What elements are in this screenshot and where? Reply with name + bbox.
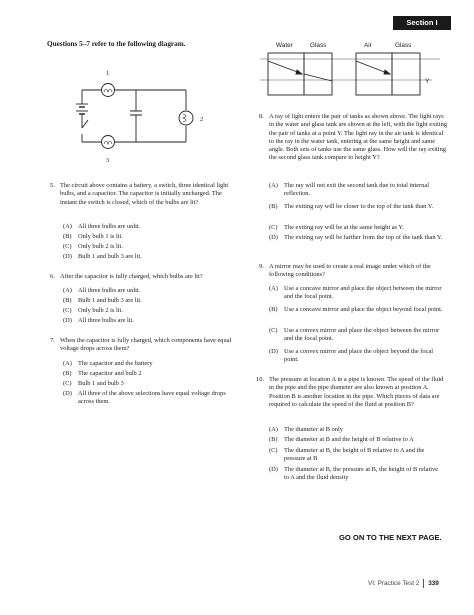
questions-intro: Questions 5–7 refer to the following diagram. bbox=[47, 40, 186, 48]
bulb-2-label: 2 bbox=[200, 116, 204, 123]
question-7-number: 7. bbox=[50, 337, 55, 344]
footer-title: VI: Practice Test 2 bbox=[368, 580, 420, 588]
bulb-2 bbox=[179, 111, 193, 125]
bulb-1-label: 1 bbox=[106, 70, 110, 77]
go-on-notice: GO ON TO THE NEXT PAGE. bbox=[339, 533, 442, 542]
bulb-1 bbox=[102, 84, 115, 97]
question-10 bbox=[256, 376, 449, 420]
glass-label-2: Glass bbox=[395, 42, 412, 49]
question-8 bbox=[259, 113, 449, 175]
question-9 bbox=[259, 263, 449, 281]
q10-option-d[interactable]: (D) The diameter at B, the pressure at B, the height of B relative to A and the fluid density bbox=[269, 466, 439, 482]
question-5-number: 5. bbox=[50, 182, 55, 189]
q10-option-c[interactable]: (C) The diameter at B, the height of B relative to A and the pressure at B bbox=[269, 447, 425, 463]
question-6-number: 6. bbox=[50, 273, 55, 280]
question-6 bbox=[50, 273, 235, 283]
q9-option-d[interactable]: (D) Use a convex mirror and place the object beyond the focal point. bbox=[269, 348, 434, 364]
question-8-number: 8. bbox=[259, 113, 264, 120]
bulb-3-label: 3 bbox=[106, 157, 110, 164]
question-9-number: 9. bbox=[259, 263, 264, 270]
question-10-number: 10. bbox=[256, 376, 264, 383]
air-label: Air bbox=[364, 42, 372, 49]
question-10-stem: The pressure at location A in a pipe is known. The speed of the fluid in the pipe and the pipe diameter are also known at position A. Position B is another location in the pipe. Which pieces of data are required to calculate the speed of the fluid at position B? bbox=[269, 376, 444, 408]
q9-option-c[interactable]: (C) Use a convex mirror and place the object between the mirror and the focal point. bbox=[269, 327, 440, 343]
question-7 bbox=[50, 337, 235, 357]
glass-label-1: Glass bbox=[310, 42, 327, 49]
question-8-stem: A ray of light enters the pair of tanks as shown above. The light rays in the water and glass tank are shown at the left, with the light exiting the pair of tanks at a point Y. The light ray in the air tank is identical to the ray in the water tank, entering at the same height and same angle. Both sets of tanks use the same glass. How will the ray exiting the second glass tank compare to height Y? bbox=[269, 113, 448, 162]
q8-option-b[interactable]: (B) The exiting ray will be closer to the top of the tank than Y. bbox=[269, 203, 434, 210]
section-tab: Section I bbox=[393, 16, 451, 30]
bulb-3 bbox=[102, 136, 115, 149]
question-7-stem: When the capacitor is fully charged, which components have equal voltage drops across them? bbox=[60, 337, 232, 353]
question-5-stem: The circuit above contains a battery, a switch, three identical light bulbs, and a capacitor. The capacitor is initially uncharged. The instant the switch is closed, which of the bulbs are lit? bbox=[60, 182, 229, 206]
page-number: 339 bbox=[428, 580, 439, 588]
q8-option-d[interactable]: (D) The exiting ray will be farther from the top of the tank than Y. bbox=[269, 234, 443, 241]
q8-option-a[interactable]: (A) The ray will not exit the second tank due to total internal reflection. bbox=[269, 182, 429, 198]
circuit-diagram bbox=[60, 62, 230, 172]
water-label: Water bbox=[276, 42, 293, 49]
tanks-diagram bbox=[260, 50, 450, 100]
footer-divider bbox=[423, 579, 424, 588]
page-footer bbox=[368, 579, 439, 588]
question-9-stem: A mirror may be used to create a real image under which of the following conditions? bbox=[269, 263, 431, 279]
q9-option-b[interactable]: (B) Use a concave mirror and place the object beyond focal point. bbox=[269, 306, 443, 313]
question-5 bbox=[50, 182, 235, 222]
q9-option-a[interactable]: (A) Use a concave mirror and place the object between the mirror and the focal point. bbox=[269, 285, 442, 301]
question-6-stem: After the capacitor is fully charged, which bulbs are lit? bbox=[60, 273, 203, 280]
q7-option-d[interactable]: (D) All three of the above selections have equal voltage drops across them. bbox=[63, 390, 226, 406]
y-label: Y bbox=[425, 78, 430, 85]
